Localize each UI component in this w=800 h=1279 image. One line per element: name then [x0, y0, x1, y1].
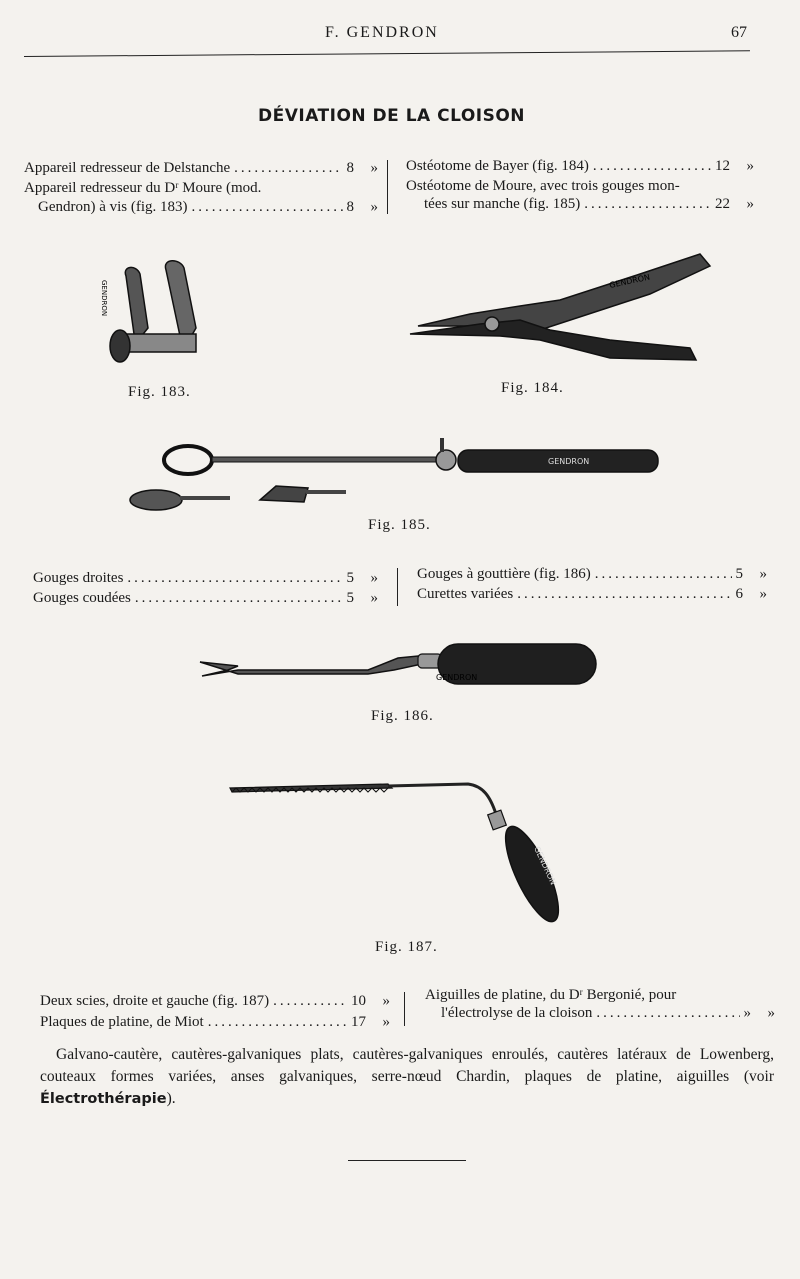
- leader-dots: [595, 566, 732, 583]
- item-currency: »: [370, 199, 378, 215]
- item-price: 8: [346, 199, 354, 215]
- item-label-line2: Gendron) à vis (fig. 183): [38, 199, 188, 215]
- gouge-shaft: [212, 457, 442, 462]
- list-item: [38, 199, 378, 216]
- osteotome-upper-arm: [418, 254, 710, 330]
- item-currency: »: [759, 586, 767, 602]
- item-price: 22: [715, 196, 730, 212]
- item-label-line2: l'électrolyse de la cloison: [441, 1005, 593, 1021]
- gouge-gutter-blade: [200, 656, 422, 676]
- item-label: Gouges droites: [33, 570, 124, 586]
- paragraph-tail: ).: [166, 1090, 176, 1107]
- column-divider: [404, 992, 405, 1026]
- item-price: 12: [715, 158, 730, 174]
- fig-185-stamp: GENDRON: [548, 457, 590, 466]
- item-label: Gouges à gouttière (fig. 186): [417, 566, 591, 582]
- leader-dots: [127, 570, 342, 587]
- gouge-spare-shaft-1: [180, 496, 230, 500]
- list-item: [441, 1005, 775, 1022]
- list-item: [424, 196, 754, 213]
- gouge-loop-tip: [164, 446, 212, 474]
- item-label: Deux scies, droite et gauche (fig. 187): [40, 993, 270, 1009]
- item-currency: »: [370, 570, 378, 586]
- column-divider: [387, 160, 388, 214]
- fig-184-stamp: GENDRON: [608, 272, 651, 290]
- gouge-spare-blade-2: [260, 486, 308, 502]
- fig-187-stamp: GENDRON: [532, 845, 558, 887]
- item-price: »: [743, 1005, 751, 1021]
- item-label: Ostéotome de Bayer (fig. 184): [406, 158, 589, 174]
- redresseur-knob: [110, 330, 130, 362]
- gouge-screw: [440, 438, 444, 452]
- paragraph-reference: Électrothérapie: [40, 1091, 167, 1107]
- redresseur-screw-bar: [126, 334, 196, 352]
- osteotome-pivot: [485, 317, 499, 331]
- fig-186-illustration: [198, 640, 602, 692]
- item-currency: »: [382, 993, 390, 1009]
- item-price: 17: [351, 1014, 366, 1030]
- page-number: 67: [731, 24, 747, 41]
- list-item: [406, 158, 754, 175]
- item-label-line2: tées sur manche (fig. 185): [424, 196, 581, 212]
- fig-183-illustration: [96, 258, 216, 368]
- gouge-spare-blade-1: [130, 490, 182, 510]
- list-item: [24, 160, 378, 177]
- leader-dots: [517, 586, 731, 603]
- fig-184-caption: Fig. 184.: [501, 380, 564, 396]
- fig-184-illustration: [410, 244, 720, 374]
- fig-187-caption: Fig. 187.: [375, 939, 438, 955]
- fig-186-caption: Fig. 186.: [371, 708, 434, 724]
- item-price: 8: [346, 160, 354, 176]
- redresseur-blade-right: [165, 261, 196, 342]
- list-item: [33, 590, 378, 607]
- running-title: F. GENDRON: [325, 24, 439, 41]
- item-label: Curettes variées: [417, 586, 514, 602]
- saw-handle: [496, 820, 569, 928]
- list-item: [40, 1014, 390, 1031]
- item-currency: »: [382, 1014, 390, 1030]
- item-label: Plaques de platine, de Miot: [40, 1014, 204, 1030]
- item-label: Appareil redresseur de Delstanche: [24, 160, 231, 176]
- list-item: [417, 566, 767, 583]
- item-currency: »: [746, 196, 754, 212]
- list-item: [33, 570, 378, 587]
- item-label-line1: Appareil redresseur du Dʳ Moure (mod.: [24, 180, 262, 196]
- footer-rule: [348, 1160, 466, 1161]
- leader-dots: [593, 158, 711, 175]
- item-currency: »: [746, 158, 754, 174]
- saw-ferrule: [488, 810, 507, 830]
- closing-paragraph: [40, 1044, 774, 1110]
- item-currency: »: [767, 1005, 775, 1021]
- fig-186-stamp: GENDRON: [436, 673, 478, 682]
- header-rule: [24, 50, 750, 57]
- redresseur-blade-left: [125, 267, 148, 338]
- item-price: 6: [735, 586, 743, 602]
- item-price: 5: [735, 566, 743, 582]
- item-label-line1: Aiguilles de platine, du Dʳ Bergonié, pour: [425, 987, 677, 1003]
- item-label-line1: Ostéotome de Moure, avec trois gouges mon-: [406, 178, 680, 194]
- leader-dots: [208, 1014, 347, 1031]
- leader-dots: [273, 993, 347, 1010]
- fig-183-caption: Fig. 183.: [128, 384, 191, 400]
- fig-183-stamp: GENDRON: [100, 280, 108, 317]
- leader-dots: [192, 199, 343, 216]
- item-currency: »: [370, 590, 378, 606]
- leader-dots: [234, 160, 342, 177]
- fig-185-illustration: [128, 436, 668, 520]
- item-price: 10: [351, 993, 366, 1009]
- paragraph-text: Galvano-cautère, cautères-galvaniques plats, cautères-galvaniques enroulés, cautères latéraux de Lowenberg, couteaux formes variées, anses galvaniques, serre-nœud Chardin, plaques de platine, aiguilles (voir: [40, 1046, 774, 1085]
- fig-185-caption: Fig. 185.: [368, 517, 431, 533]
- fig-187-illustration: [228, 774, 578, 934]
- saw-shaft: [388, 784, 496, 814]
- list-item: [40, 993, 390, 1010]
- item-price: 5: [346, 590, 354, 606]
- item-currency: »: [370, 160, 378, 176]
- column-divider: [397, 568, 398, 606]
- list-item: [417, 586, 767, 603]
- section-title: DÉVIATION DE LA CLOISON: [258, 106, 526, 126]
- leader-dots: [596, 1005, 739, 1022]
- item-price: 5: [346, 570, 354, 586]
- item-label: Gouges coudées: [33, 590, 131, 606]
- leader-dots: [584, 196, 711, 213]
- gouge-collar: [436, 450, 456, 470]
- gouge-spare-shaft-2: [306, 490, 346, 494]
- leader-dots: [135, 590, 343, 607]
- item-currency: »: [759, 566, 767, 582]
